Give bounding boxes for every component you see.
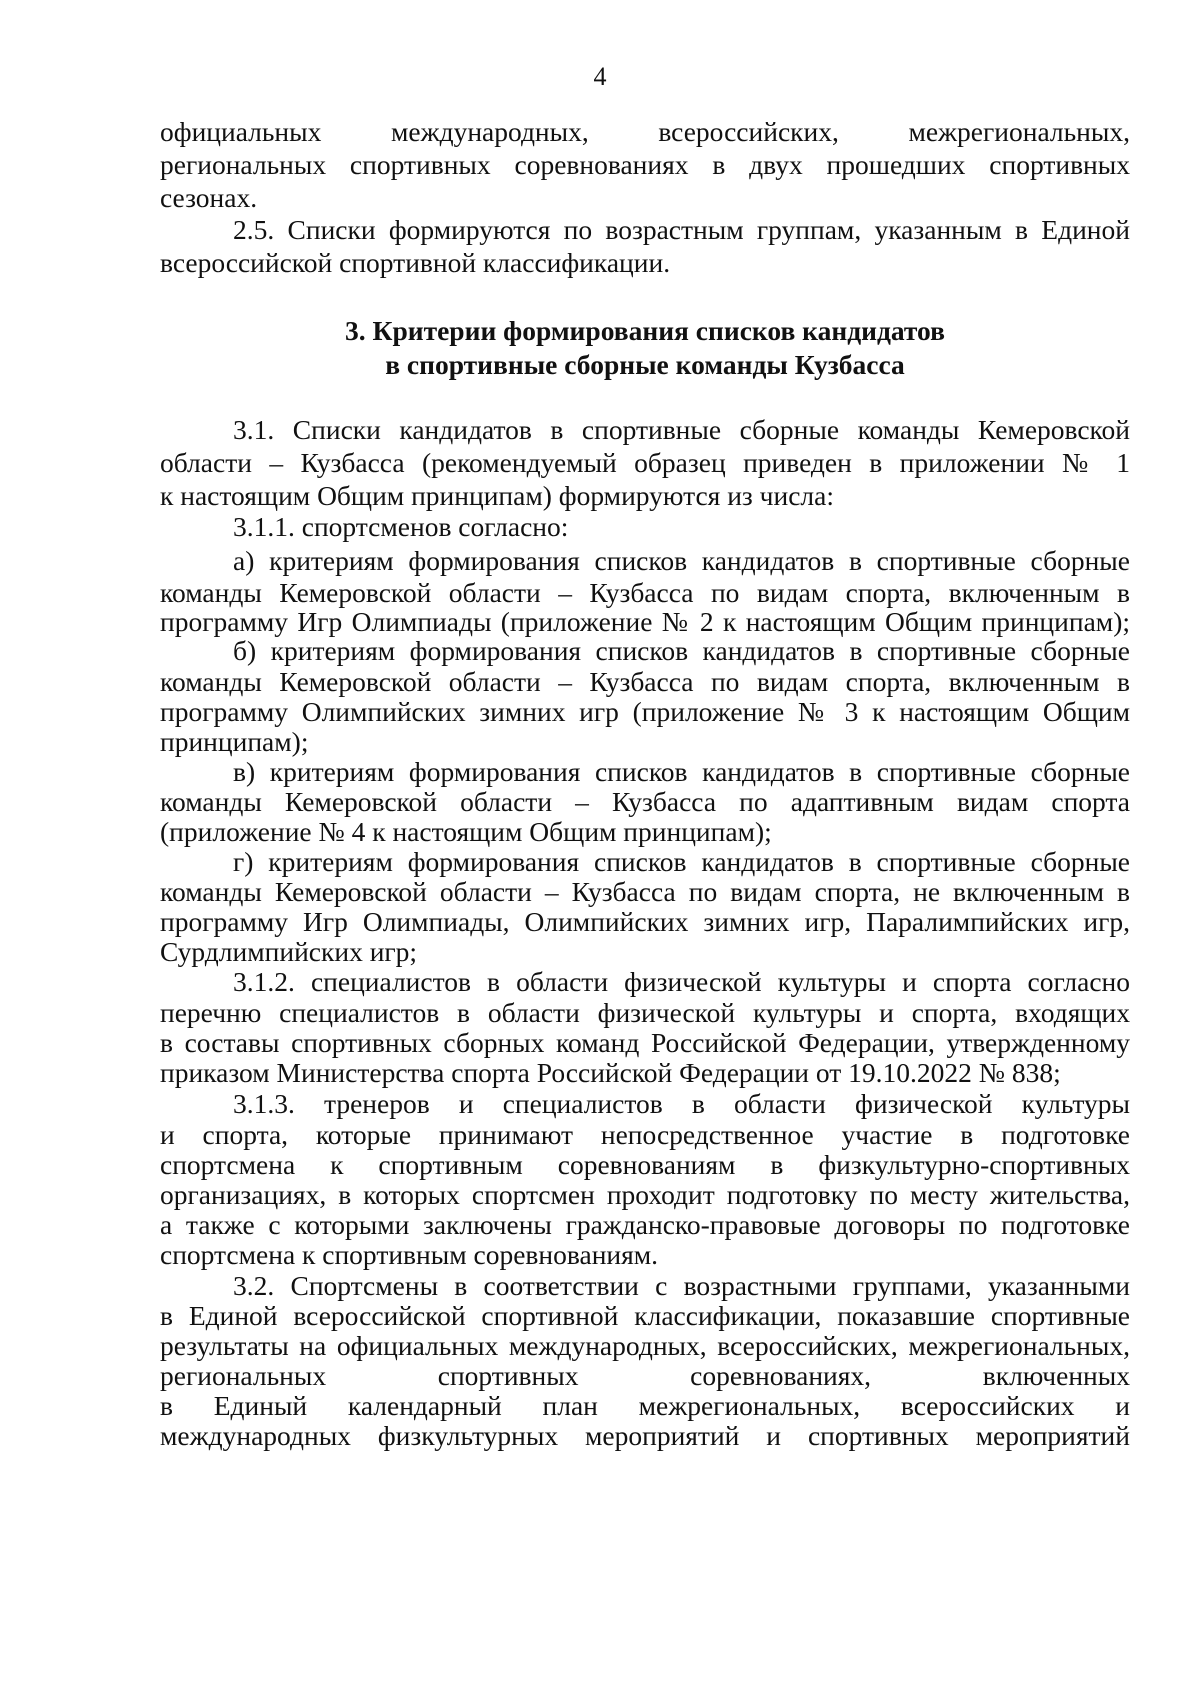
text-line: результаты на официальных международных, всероссийских, межрегиональных,	[160, 1330, 1130, 1361]
text-line: 3.1.3. тренеров и специалистов в области физической культуры	[233, 1088, 1130, 1119]
text-line: б) критериям формирования списков кандидатов в спортивные сборные	[233, 635, 1130, 666]
text-line: команды Кемеровской области – Кузбасса по адаптивным видам спорта	[160, 786, 1130, 817]
text-line: спортсмена к спортивным соревнованиям в физкультурно-спортивных	[160, 1149, 1130, 1180]
text-line: в Единый календарный план межрегиональных, всероссийских и	[160, 1390, 1130, 1421]
text-line: программу Игр Олимпиады, Олимпийских зимних игр, Паралимпийских игр,	[160, 906, 1130, 937]
text-line: (приложение № 4 к настоящим Общим принципам);	[160, 816, 772, 847]
text-line: официальных международных, всероссийских, межрегиональных,	[160, 116, 1130, 147]
text-line: 2.5. Списки формируются по возрастным группам, указанным в Единой	[233, 214, 1130, 245]
text-line: программу Игр Олимпиады (приложение № 2 к настоящим Общим принципам);	[160, 606, 1130, 637]
text-line: принципам);	[160, 726, 309, 757]
text-line: команды Кемеровской области – Кузбасса по видам спорта, включенным в	[160, 666, 1130, 697]
text-line: региональных спортивных соревнованиях, включенных	[160, 1360, 1130, 1391]
text-line: к настоящим Общим принципам) формируются из числа:	[160, 480, 834, 511]
text-line: программу Олимпийских зимних игр (приложение № 3 к настоящим Общим	[160, 696, 1130, 727]
text-line: а также с которыми заключены гражданско-правовые договоры по подготовке	[160, 1209, 1130, 1240]
text-line: команды Кемеровской области – Кузбасса по видам спорта, включенным в	[160, 577, 1130, 608]
text-line: 3.1.1. спортсменов согласно:	[233, 511, 569, 542]
page-number: 4	[593, 62, 607, 91]
text-line: области – Кузбасса (рекомендуемый образец приведен в приложении № 1	[160, 447, 1130, 478]
text-line: 3.1. Списки кандидатов в спортивные сборные команды Кемеровской	[233, 414, 1130, 445]
text-line: команды Кемеровской области – Кузбасса по видам спорта, не включенным в	[160, 876, 1130, 907]
text-line: а) критериям формирования списков кандидатов в спортивные сборные	[233, 545, 1130, 576]
text-line: Сурдлимпийских игр;	[160, 936, 418, 967]
text-line: и спорта, которые принимают непосредственное участие в подготовке	[160, 1119, 1130, 1150]
text-line: в составы спортивных сборных команд Российской Федерации, утвержденному	[160, 1027, 1130, 1058]
text-line: в) критериям формирования списков кандидатов в спортивные сборные	[233, 756, 1130, 787]
text-line: организациях, в которых спортсмен проходит подготовку по месту жительства,	[160, 1179, 1130, 1210]
text-line: перечню специалистов в области физической культуры и спорта, входящих	[160, 997, 1130, 1028]
text-line: международных физкультурных мероприятий и спортивных мероприятий	[160, 1420, 1130, 1451]
text-line: региональных спортивных соревнованиях в двух прошедших спортивных	[160, 149, 1130, 180]
section-title-line-1: 3. Критерии формирования списков кандидатов	[345, 315, 945, 346]
text-line: 3.1.2. специалистов в области физической культуры и спорта согласно	[233, 966, 1130, 997]
section-title-line-2: в спортивные сборные команды Кузбасса	[385, 349, 905, 380]
text-line: г) критериям формирования списков кандидатов в спортивные сборные	[233, 846, 1130, 877]
text-line: 3.2. Спортсмены в соответствии с возрастными группами, указанными	[233, 1270, 1130, 1301]
text-line: в Единой всероссийской спортивной классификации, показавшие спортивные	[160, 1300, 1130, 1331]
text-line: всероссийской спортивной классификации.	[160, 247, 671, 278]
text-line: спортсмена к спортивным соревнованиям.	[160, 1239, 659, 1270]
text-line: сезонах.	[160, 182, 258, 213]
text-line: приказом Министерства спорта Российской Федерации от 19.10.2022 № 838;	[160, 1057, 1061, 1088]
